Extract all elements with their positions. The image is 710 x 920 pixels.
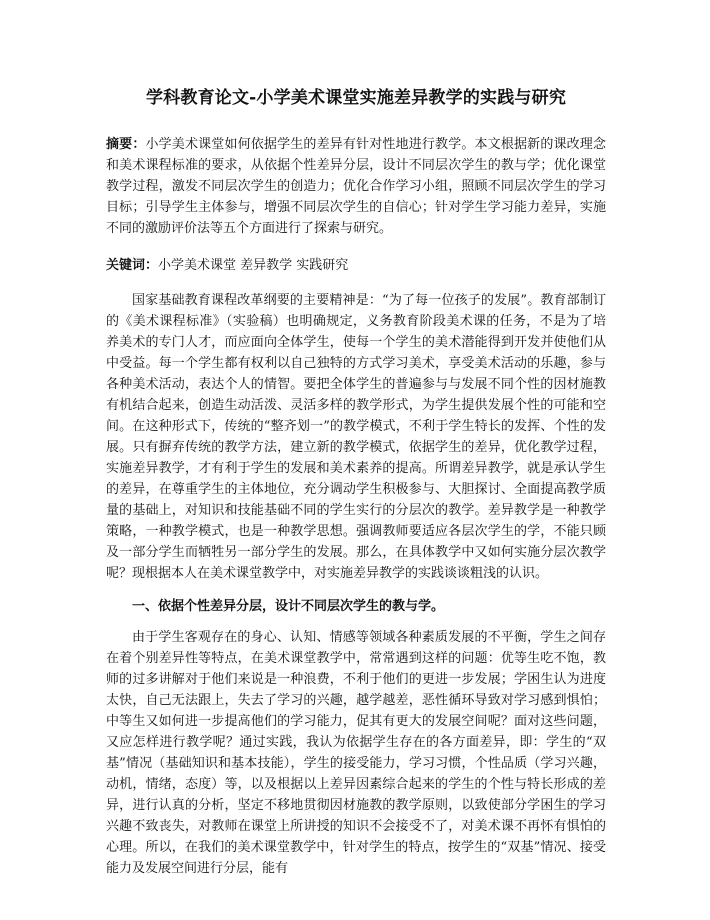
keywords-label: 关键词： xyxy=(106,258,159,273)
abstract-text: 小学美术课堂如何依据学生的差异有针对性地进行教学。本文根据新的课改理念和美术课程标准的要求，从依据个性差异分层，设计不同层次学生的教与学；优化课堂教学过程，激发不同层次学生的创造力；优化合作学习小组，照顾不同层次学生的学习目标；引导学生主体参与，增强不同层次学生的自信心；针对学生学习能力差异，实施不同的激励评价法等五个方面进行了探索与研究。 xyxy=(106,137,606,236)
keywords-text: 小学美术课堂 差异教学 实践研究 xyxy=(158,258,349,273)
section-heading-1: 一、依据个性差异分层，设计不同层次学生的教与学。 xyxy=(132,599,445,614)
abstract-label: 摘要： xyxy=(106,137,146,152)
paper-title: 学科教育论文-小学美术课堂实施差异教学的实践与研究 xyxy=(145,88,567,108)
body-paragraph-2: 由于学生客观存在的身心、认知、情感等领域各种素质发展的不平衡，学生之间存在着个别差异性等特点，在美术课堂教学中，常常遇到这样的问题：优等生吃不饱，教师的过多讲解对于他们来说是一种浪费，不利于他们的更进一步发展；学困生认为进度太快，自己无法跟上，失去了学习的兴趣，越学越差，恶性循环导致对学习感到惧怕；中等生又如何进一步提高他们的学习能力，促其有更大的发展空间呢？面对这些问题，又应怎样进行教学呢？通过实践，我认为依据学生存在的各方面差异，即：学生的“双基”情况（基础知识和基本技能），学生的接受能力，学习习惯，个性品质（学习兴趣，动机，情绪，态度）等，以及根据以上差异因素综合起来的学生的个性与特长形成的差异，进行认真的分析，坚定不移地贯彻因材施教的教学原则，以致使部分学困生的学习兴趣不致丧失，对教师在课堂上所讲授的知识不会接受不了，对美术课不再怀有惧怕的心理。所以，在我们的美术课堂教学中，针对学生的特点，按学生的“双基”情况、接受能力及发展空间进行分层，能有 xyxy=(106,630,606,876)
keywords xyxy=(106,255,606,276)
abstract xyxy=(106,134,606,239)
body-paragraph-1: 国家基础教育课程改革纲要的主要精神是：“为了每一位孩子的发展”。教育部制订的《美术课程标准》（实验稿）也明确规定，义务教育阶段美术课的任务，不是为了培养美术的专门人才，而应面向全体学生，使每一个学生的美术潜能得到开发并使他们从中受益。每一个学生都有权利以自己独特的方式学习美术，享受美术活动的乐趣，参与各种美术活动，表达个人的情智。要把全体学生的普遍参与与发展不同个性的因材施教有机结合起来，创造生动活泼、灵活多样的教学形式，为学生提供发展个性的可能和空间。在这种形式下，传统的“整齐划一”的教学模式，不利于学生特长的发挥、个性的发展。只有摒弃传统的教学方法，建立新的教学模式，依据学生的差异，优化教学过程，实施差异教学，才有利于学生的发展和美术素养的提高。所谓差异教学，就是承认学生的差异，在尊重学生的主体地位，充分调动学生积极参与、大胆探讨、全面提高教学质量的基础上，对知识和技能基础不同的学生实行的分层次的教学。差异教学是一种教学策略，一种教学模式，也是一种教学思想。强调教师要适应各层次学生的学，不能只顾及一部分学生而牺牲另一部分学生的发展。那么，在具体教学中又如何实施分层次教学呢？现根据本人在美术课堂教学中，对实施差异教学的实践谈谈粗浅的认识。 xyxy=(106,293,606,581)
